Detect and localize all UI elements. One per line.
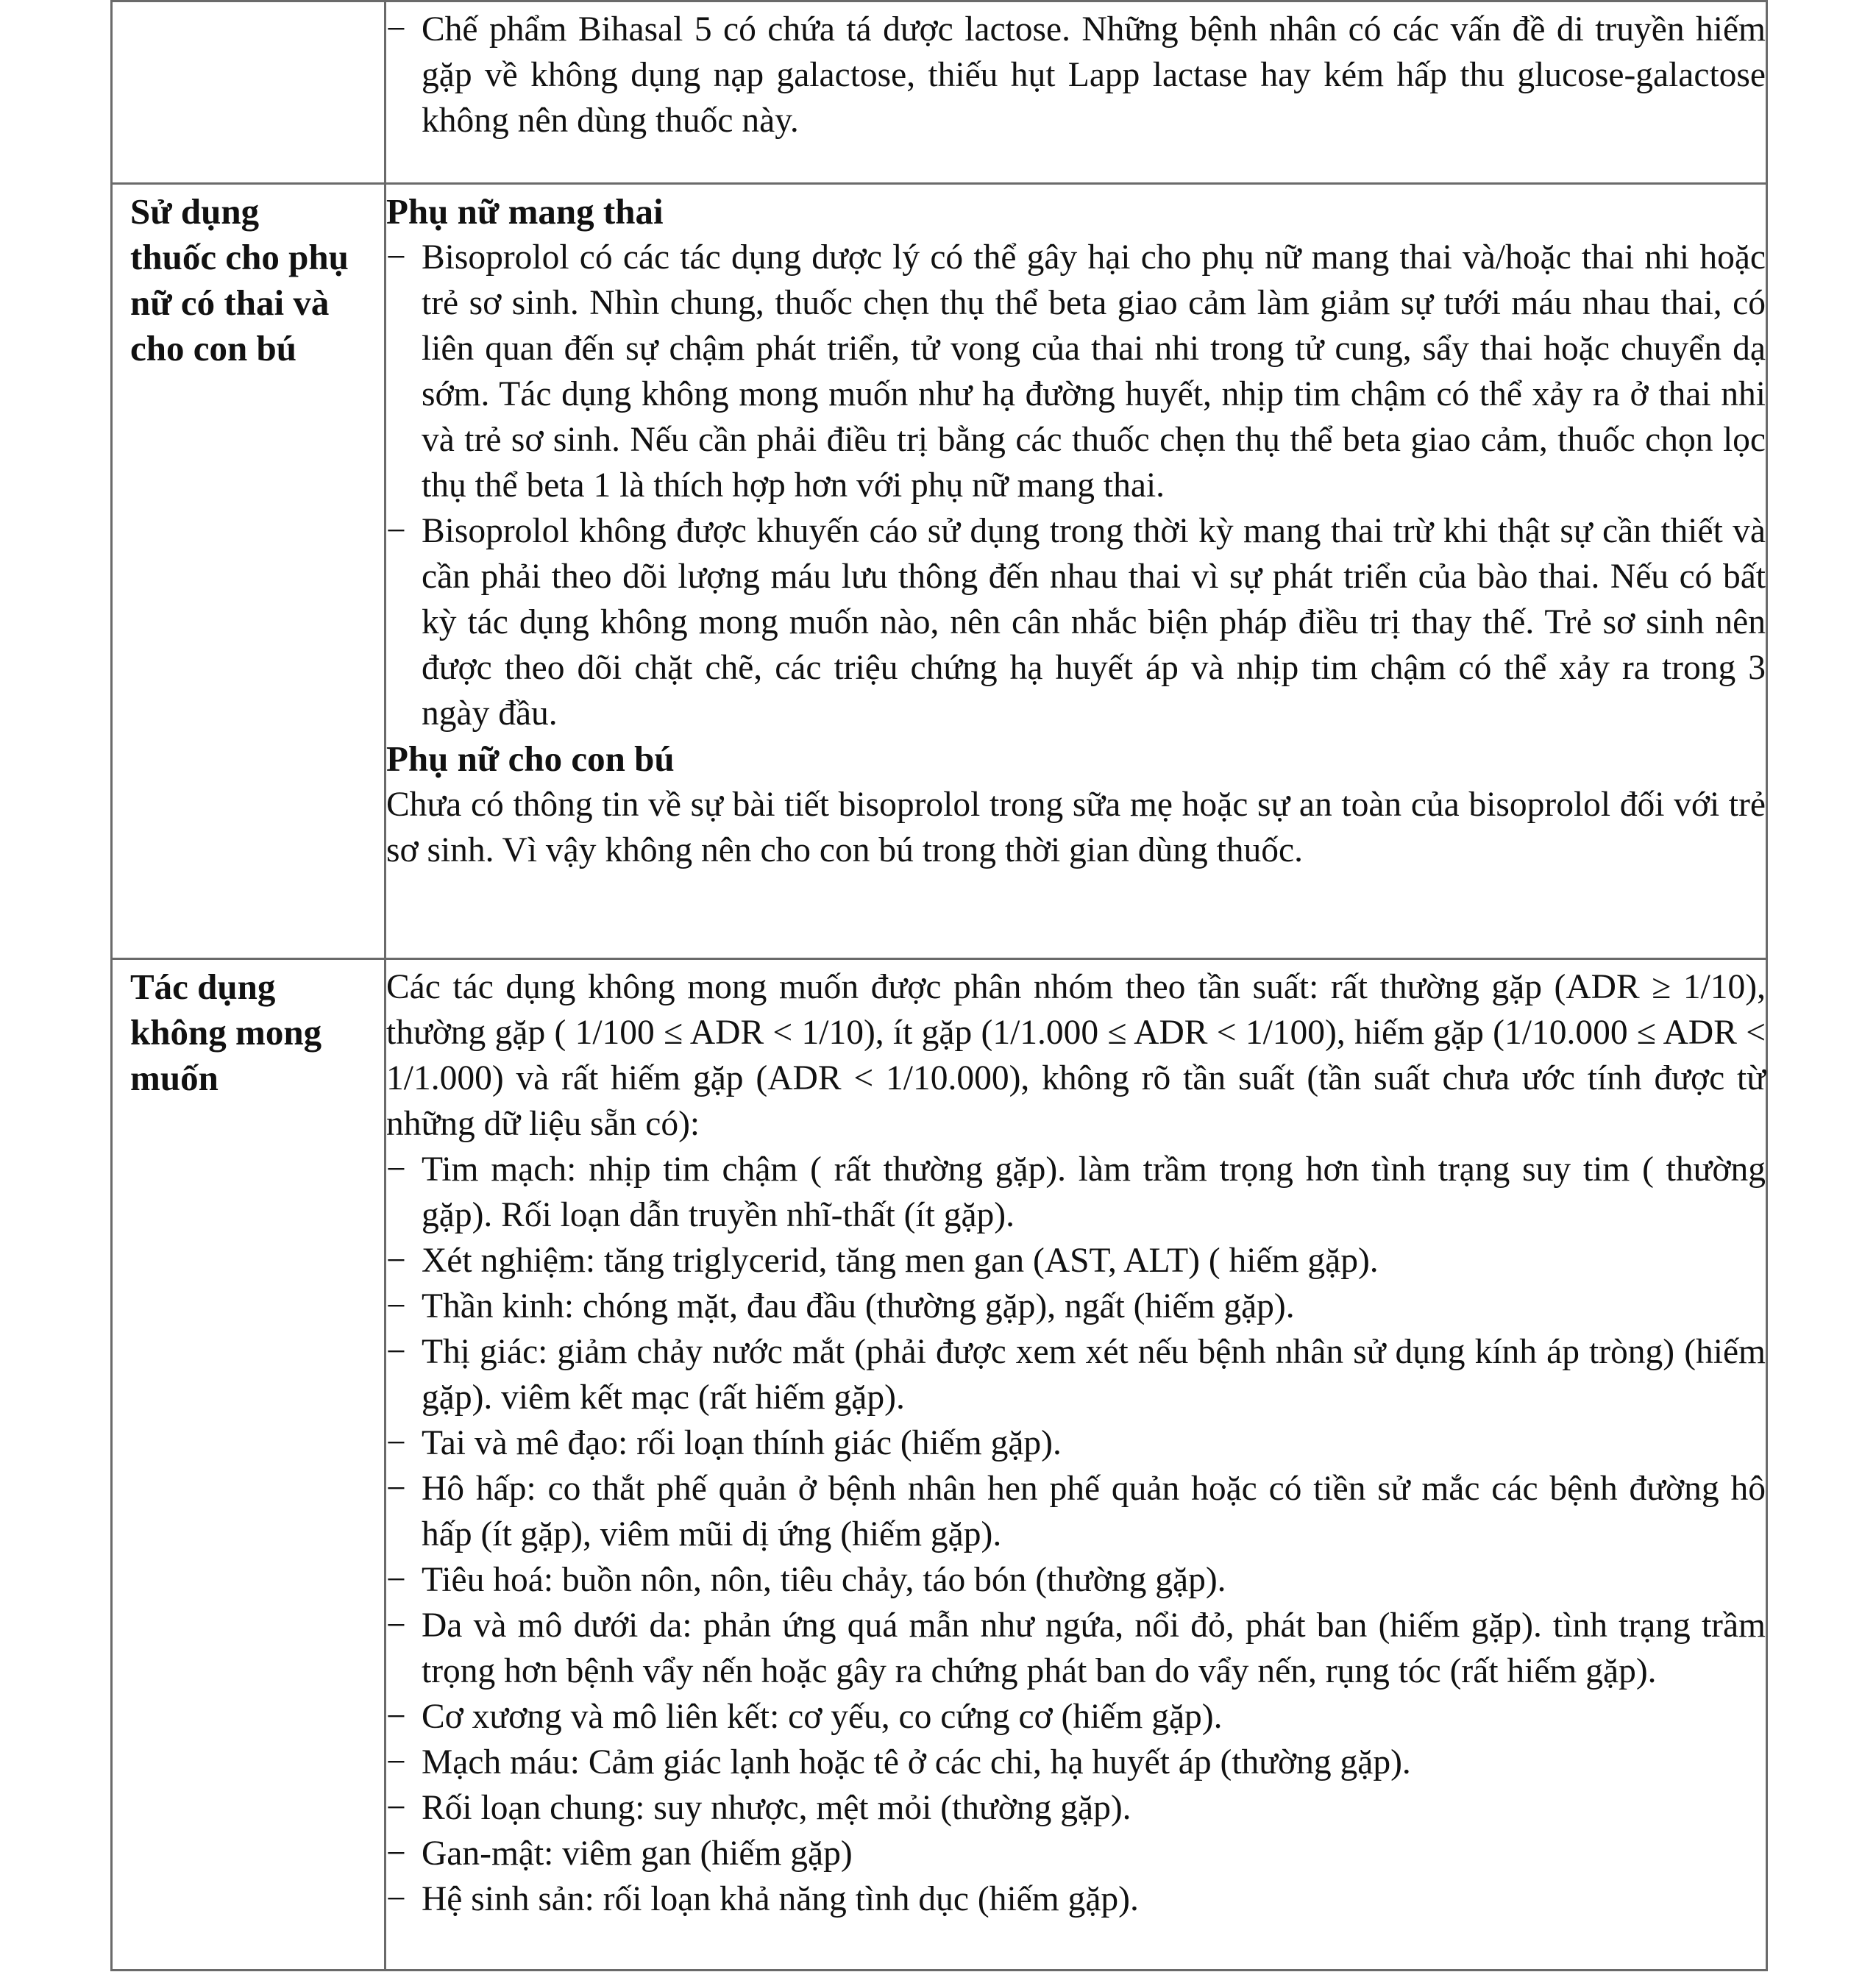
row-label: Sử dụng thuốc cho phụ nữ có thai và cho con bú [130, 191, 349, 369]
list-item [386, 1329, 1766, 1420]
list-item [386, 1147, 1766, 1238]
row-label-cell [112, 184, 385, 959]
dash-bullet: − [386, 1743, 406, 1781]
dash-bullet: − [386, 1287, 406, 1325]
list-item [386, 1420, 1766, 1466]
dash-bullet: − [386, 1424, 406, 1462]
list-item-text: Rối loạn chung: suy nhược, mệt mỏi (thường gặp). [422, 1789, 1131, 1827]
list-item-text: Mạch máu: Cảm giác lạnh hoặc tê ở các chi, hạ huyết áp (thường gặp). [422, 1743, 1411, 1781]
list-item [386, 1740, 1766, 1785]
list-item [386, 1603, 1766, 1694]
list-item-text: Bisoprolol có các tác dụng dược lý có thể gây hại cho phụ nữ mang thai và/hoặc thai nhi hoặc trẻ sơ sinh. Nhìn chung, thuốc chẹn thụ thể beta giao cảm làm giảm sự tưới máu nhau thai, có liên quan đến sự chậm phát triển, tử vong của thai nhi trong tử cung, sẩy thai hoặc chuyển dạ sớm. Tác dụng không mong muốn như hạ đường huyết, nhịp tim chậm có thể xảy ra ở thai nhi và trẻ sơ sinh. Nếu cần phải điều trị bằng các thuốc chẹn thụ thể beta giao cảm, thuốc chọn lọc thụ thể beta 1 là thích hợp hơn với phụ nữ mang thai. [422, 238, 1766, 505]
list-item-text: Tiêu hoá: buồn nôn, nôn, tiêu chảy, táo bón (thường gặp). [422, 1561, 1226, 1599]
row-label: Tác dụng không mong muốn [130, 967, 322, 1098]
list-item-text: Hệ sinh sản: rối loạn khả năng tình dục (hiếm gặp). [422, 1880, 1139, 1918]
row-content-cell [385, 184, 1767, 959]
dash-bullet: − [386, 512, 406, 550]
table-row [112, 1, 1767, 184]
paragraph: Chưa có thông tin về sự bài tiết bisoprolol trong sữa mẹ hoặc sự an toàn của bisoprolol đối với trẻ sơ sinh. Vì vậy không nên cho con bú trong thời gian dùng thuốc. [386, 786, 1766, 869]
list-item [386, 1238, 1766, 1284]
dash-bullet: − [386, 1606, 406, 1645]
row-label [113, 2, 384, 7]
document-table [110, 0, 1768, 1971]
list-item [386, 1694, 1766, 1740]
row-label-cell [112, 959, 385, 1971]
dash-bullet: − [386, 1880, 406, 1918]
list-item [386, 508, 1766, 736]
row-label-cell [112, 1, 385, 184]
table-row [112, 184, 1767, 959]
list-item-text: Tai và mê đạo: rối loạn thính giác (hiếm gặp). [422, 1424, 1062, 1462]
list-item [386, 1831, 1766, 1876]
list-item [386, 1876, 1766, 1922]
dash-bullet: − [386, 1242, 406, 1280]
section-heading: Phụ nữ cho con bú [386, 738, 675, 779]
dash-bullet: − [386, 1470, 406, 1508]
table-row [112, 959, 1767, 1971]
list-item [386, 1557, 1766, 1603]
dash-bullet: − [386, 1150, 406, 1189]
list-item-text: Thị giác: giảm chảy nước mắt (phải được xem xét nếu bệnh nhân sử dụng kính áp tròng) (hiếm gặp). viêm kết mạc (rất hiếm gặp). [422, 1333, 1766, 1417]
list-item-text: Chế phẩm Bihasal 5 có chứa tá dược lactose. Những bệnh nhân có các vấn đề di truyền hiếm gặp về không dụng nạp galactose, thiếu hụt Lapp lactase hay kém hấp thu glucose-galactose không nên dùng thuốc này. [422, 10, 1766, 140]
list-item-text: Gan-mật: viêm gan (hiếm gặp) [422, 1834, 853, 1873]
dash-bullet: − [386, 238, 406, 277]
list-item-text: Xét nghiệm: tăng triglycerid, tăng men gan (AST, ALT) ( hiếm gặp). [422, 1242, 1379, 1280]
dash-bullet: − [386, 1698, 406, 1736]
list-item-text: Da và mô dưới da: phản ứng quá mẫn như ngứa, nổi đỏ, phát ban (hiếm gặp). tình trạng trầm trọng hơn bệnh vẩy nến hoặc gây ra chứng phát ban do vẩy nến, rụng tóc (rất hiếm gặp). [422, 1606, 1766, 1690]
list-item-text: Cơ xương và mô liên kết: cơ yếu, co cứng cơ (hiếm gặp). [422, 1698, 1223, 1736]
dash-bullet: − [386, 1789, 406, 1827]
list-item [386, 1284, 1766, 1329]
paragraph: Các tác dụng không mong muốn được phân nhóm theo tần suất: rất thường gặp (ADR ≥ 1/10), thường gặp ( 1/100 ≤ ADR < 1/10), ít gặp (1/1.000 ≤ ADR < 1/100), hiếm gặp (1/10.000 ≤ ADR < 1/1.000) và rất hiếm gặp (ADR < 1/10.000), không rõ tần suất (tần suất chưa ước tính được từ những dữ liệu sẵn có): [386, 968, 1766, 1143]
dash-bullet: − [386, 1333, 406, 1371]
list-item [386, 1785, 1766, 1831]
list-item [386, 235, 1766, 508]
list-item-text: Bisoprolol không được khuyến cáo sử dụng trong thời kỳ mang thai trừ khi thật sự cần thiết và cần phải theo dõi lượng máu lưu thông đến nhau thai vì sự phát triển của bào thai. Nếu có bất kỳ tác dụng không mong muốn nào, nên cân nhắc biện pháp điều trị thay thế. Trẻ sơ sinh nên được theo dõi chặt chẽ, các triệu chứng hạ huyết áp và nhịp tim chậm có thể xảy ra trong 3 ngày đầu. [422, 512, 1766, 733]
list-item-text: Hô hấp: co thắt phế quản ở bệnh nhân hen phế quản hoặc có tiền sử mắc các bệnh đường hô hấp (ít gặp), viêm mũi dị ứng (hiếm gặp). [422, 1470, 1766, 1553]
list-item-text: Tim mạch: nhịp tim chậm ( rất thường gặp). làm trầm trọng hơn tình trạng suy tim ( thường gặp). Rối loạn dẫn truyền nhĩ-thất (ít gặp). [422, 1150, 1766, 1234]
dash-bullet: − [386, 1834, 406, 1873]
list-item-text: Thần kinh: chóng mặt, đau đầu (thường gặp), ngất (hiếm gặp). [422, 1287, 1295, 1325]
list-item [386, 1466, 1766, 1557]
row-content-cell [385, 959, 1767, 1971]
dash-bullet: − [386, 1561, 406, 1599]
list-item [386, 7, 1766, 143]
row-content-cell [385, 1, 1767, 184]
dash-bullet: − [386, 10, 406, 49]
section-heading: Phụ nữ mang thai [386, 191, 664, 232]
